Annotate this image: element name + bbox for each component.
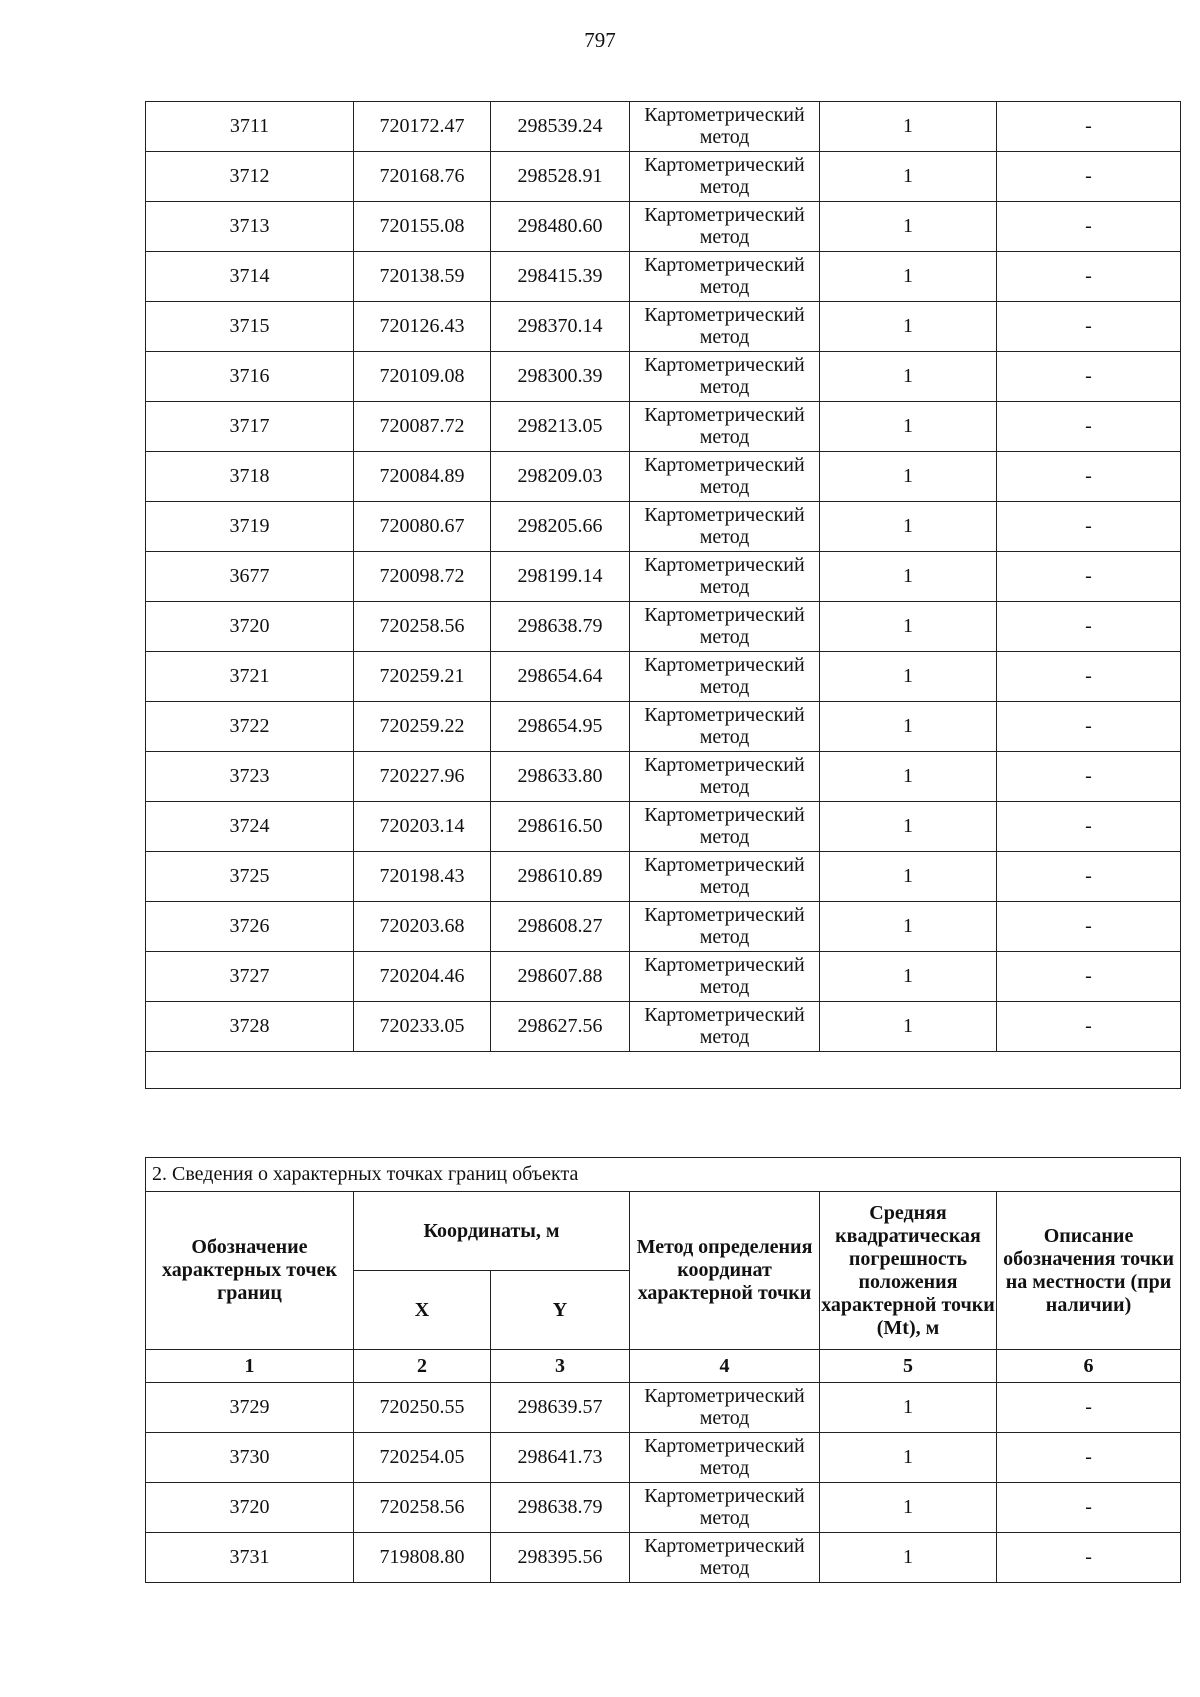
cell-x: 720203.68 bbox=[354, 902, 491, 952]
table-row bbox=[146, 702, 1181, 752]
cell-method bbox=[630, 652, 820, 702]
cell-description: - bbox=[997, 852, 1181, 902]
cell-mt: 1 bbox=[820, 802, 997, 852]
method-line-2: метод bbox=[699, 476, 750, 498]
table-row bbox=[146, 852, 1181, 902]
cell-point: 3720 bbox=[146, 602, 354, 652]
method-line-2: метод bbox=[699, 426, 750, 448]
table-row bbox=[146, 952, 1181, 1002]
cell-description: - bbox=[997, 302, 1181, 352]
cell-description: - bbox=[997, 1483, 1181, 1533]
cell-description: - bbox=[997, 1383, 1181, 1433]
cell-x: 720259.21 bbox=[354, 652, 491, 702]
table-row bbox=[146, 152, 1181, 202]
cell-x: 720254.05 bbox=[354, 1433, 491, 1483]
cell-mt: 1 bbox=[820, 352, 997, 402]
cell-description: - bbox=[997, 602, 1181, 652]
cell-x: 720098.72 bbox=[354, 552, 491, 602]
cell-mt: 1 bbox=[820, 102, 997, 152]
cell-y: 298616.50 bbox=[491, 802, 630, 852]
cell-point: 3719 bbox=[146, 502, 354, 552]
coordinates-table-body bbox=[146, 102, 1181, 1089]
table-row bbox=[146, 402, 1181, 452]
cell-y: 298608.27 bbox=[491, 902, 630, 952]
cell-description: - bbox=[997, 452, 1181, 502]
cell-method bbox=[630, 802, 820, 852]
cell-method bbox=[630, 852, 820, 902]
header-x: X bbox=[354, 1271, 491, 1350]
table-row bbox=[146, 202, 1181, 252]
cell-description: - bbox=[997, 202, 1181, 252]
cell-y: 298610.89 bbox=[491, 852, 630, 902]
cell-y: 298654.64 bbox=[491, 652, 630, 702]
cell-point: 3712 bbox=[146, 152, 354, 202]
method-line-1: Картометрический bbox=[644, 604, 805, 626]
cell-mt: 1 bbox=[820, 1433, 997, 1483]
cell-method bbox=[630, 702, 820, 752]
cell-y: 298199.14 bbox=[491, 552, 630, 602]
cell-description: - bbox=[997, 1533, 1181, 1583]
table-row bbox=[146, 1433, 1181, 1483]
method-line-1: Картометрический bbox=[644, 1535, 805, 1557]
cell-x: 720204.46 bbox=[354, 952, 491, 1002]
cell-point: 3720 bbox=[146, 1483, 354, 1533]
method-line-1: Картометрический bbox=[644, 254, 805, 276]
cell-method bbox=[630, 252, 820, 302]
cell-y: 298528.91 bbox=[491, 152, 630, 202]
method-line-2: метод bbox=[699, 126, 750, 148]
cell-y: 298395.56 bbox=[491, 1533, 630, 1583]
column-number: 3 bbox=[491, 1350, 630, 1383]
cell-y: 298209.03 bbox=[491, 452, 630, 502]
cell-method bbox=[630, 152, 820, 202]
cell-description: - bbox=[997, 902, 1181, 952]
cell-point: 3723 bbox=[146, 752, 354, 802]
method-line-1: Картометрический bbox=[644, 154, 805, 176]
page-number: 797 bbox=[584, 28, 616, 52]
cell-mt: 1 bbox=[820, 1002, 997, 1052]
method-line-2: метод bbox=[699, 276, 750, 298]
cell-point: 3725 bbox=[146, 852, 354, 902]
cell-mt: 1 bbox=[820, 752, 997, 802]
method-line-1: Картометрический bbox=[644, 1435, 805, 1457]
cell-method bbox=[630, 552, 820, 602]
table-row bbox=[146, 602, 1181, 652]
cell-x: 720227.96 bbox=[354, 752, 491, 802]
cell-x: 719808.80 bbox=[354, 1533, 491, 1583]
table-row bbox=[146, 902, 1181, 952]
cell-description: - bbox=[997, 652, 1181, 702]
cell-method bbox=[630, 202, 820, 252]
cell-point: 3711 bbox=[146, 102, 354, 152]
method-line-2: метод bbox=[699, 776, 750, 798]
cell-mt: 1 bbox=[820, 552, 997, 602]
empty-cell bbox=[146, 1052, 1181, 1089]
table-row bbox=[146, 302, 1181, 352]
cell-description: - bbox=[997, 952, 1181, 1002]
cell-point: 3718 bbox=[146, 452, 354, 502]
cell-point: 3729 bbox=[146, 1383, 354, 1433]
method-line-1: Картометрический bbox=[644, 404, 805, 426]
method-line-2: метод bbox=[699, 876, 750, 898]
column-number: 1 bbox=[146, 1350, 354, 1383]
cell-mt: 1 bbox=[820, 652, 997, 702]
cell-y: 298539.24 bbox=[491, 102, 630, 152]
cell-y: 298480.60 bbox=[491, 202, 630, 252]
method-line-2: метод bbox=[699, 1407, 750, 1429]
coordinates-table-continued bbox=[145, 101, 1181, 1089]
cell-x: 720138.59 bbox=[354, 252, 491, 302]
cell-x: 720258.56 bbox=[354, 1483, 491, 1533]
cell-method bbox=[630, 952, 820, 1002]
cell-y: 298300.39 bbox=[491, 352, 630, 402]
header-coordinates: Координаты, м bbox=[354, 1192, 630, 1271]
cell-mt: 1 bbox=[820, 252, 997, 302]
cell-mt: 1 bbox=[820, 1483, 997, 1533]
cell-mt: 1 bbox=[820, 452, 997, 502]
cell-y: 298638.79 bbox=[491, 602, 630, 652]
cell-method bbox=[630, 1002, 820, 1052]
cell-y: 298638.79 bbox=[491, 1483, 630, 1533]
cell-method bbox=[630, 1533, 820, 1583]
cell-description: - bbox=[997, 1002, 1181, 1052]
cell-y: 298415.39 bbox=[491, 252, 630, 302]
method-line-1: Картометрический bbox=[644, 654, 805, 676]
method-line-1: Картометрический bbox=[644, 504, 805, 526]
column-number: 4 bbox=[630, 1350, 820, 1383]
method-line-1: Картометрический bbox=[644, 704, 805, 726]
cell-x: 720126.43 bbox=[354, 302, 491, 352]
method-line-1: Картометрический bbox=[644, 104, 805, 126]
method-line-2: метод bbox=[699, 676, 750, 698]
cell-y: 298213.05 bbox=[491, 402, 630, 452]
method-line-2: метод bbox=[699, 926, 750, 948]
cell-method bbox=[630, 602, 820, 652]
cell-point: 3722 bbox=[146, 702, 354, 752]
cell-x: 720084.89 bbox=[354, 452, 491, 502]
method-line-1: Картометрический bbox=[644, 304, 805, 326]
cell-point: 3713 bbox=[146, 202, 354, 252]
cell-method bbox=[630, 752, 820, 802]
cell-x: 720172.47 bbox=[354, 102, 491, 152]
cell-x: 720087.72 bbox=[354, 402, 491, 452]
cell-mt: 1 bbox=[820, 402, 997, 452]
cell-description: - bbox=[997, 702, 1181, 752]
cell-method bbox=[630, 902, 820, 952]
method-line-2: метод bbox=[699, 576, 750, 598]
table-row bbox=[146, 452, 1181, 502]
cell-point: 3728 bbox=[146, 1002, 354, 1052]
cell-point: 3726 bbox=[146, 902, 354, 952]
cell-mt: 1 bbox=[820, 952, 997, 1002]
cell-mt: 1 bbox=[820, 702, 997, 752]
cell-x: 720259.22 bbox=[354, 702, 491, 752]
column-number: 5 bbox=[820, 1350, 997, 1383]
method-line-2: метод bbox=[699, 726, 750, 748]
cell-method bbox=[630, 502, 820, 552]
method-line-1: Картометрический bbox=[644, 1385, 805, 1407]
cell-x: 720258.56 bbox=[354, 602, 491, 652]
header-point: Обозначение характерных точек границ bbox=[146, 1192, 354, 1350]
cell-x: 720109.08 bbox=[354, 352, 491, 402]
cell-description: - bbox=[997, 552, 1181, 602]
method-line-2: метод bbox=[699, 976, 750, 998]
cell-description: - bbox=[997, 352, 1181, 402]
header-method: Метод определения координат характерной точки bbox=[630, 1192, 820, 1350]
method-line-1: Картометрический bbox=[644, 1004, 805, 1026]
cell-x: 720203.14 bbox=[354, 802, 491, 852]
method-line-1: Картометрический bbox=[644, 354, 805, 376]
cell-method bbox=[630, 352, 820, 402]
method-line-2: метод bbox=[699, 526, 750, 548]
method-line-1: Картометрический bbox=[644, 1485, 805, 1507]
method-line-1: Картометрический bbox=[644, 754, 805, 776]
cell-y: 298654.95 bbox=[491, 702, 630, 752]
cell-x: 720080.67 bbox=[354, 502, 491, 552]
cell-description: - bbox=[997, 802, 1181, 852]
table-row bbox=[146, 1483, 1181, 1533]
table-row bbox=[146, 1002, 1181, 1052]
method-line-2: метод bbox=[699, 1557, 750, 1579]
method-line-2: метод bbox=[699, 326, 750, 348]
table-title: 2. Сведения о характерных точках границ объекта bbox=[146, 1158, 1181, 1192]
method-line-2: метод bbox=[699, 226, 750, 248]
cell-y: 298627.56 bbox=[491, 1002, 630, 1052]
cell-x: 720233.05 bbox=[354, 1002, 491, 1052]
method-line-1: Картометрический bbox=[644, 904, 805, 926]
cell-description: - bbox=[997, 752, 1181, 802]
cell-description: - bbox=[997, 502, 1181, 552]
cell-description: - bbox=[997, 152, 1181, 202]
cell-method bbox=[630, 1433, 820, 1483]
cell-y: 298641.73 bbox=[491, 1433, 630, 1483]
cell-mt: 1 bbox=[820, 852, 997, 902]
cell-x: 720155.08 bbox=[354, 202, 491, 252]
column-number: 6 bbox=[997, 1350, 1181, 1383]
cell-description: - bbox=[997, 402, 1181, 452]
cell-method bbox=[630, 302, 820, 352]
cell-method bbox=[630, 452, 820, 502]
table-row bbox=[146, 1533, 1181, 1583]
cell-method bbox=[630, 1483, 820, 1533]
cell-point: 3717 bbox=[146, 402, 354, 452]
cell-description: - bbox=[997, 102, 1181, 152]
cell-mt: 1 bbox=[820, 602, 997, 652]
method-line-1: Картометрический bbox=[644, 554, 805, 576]
column-number: 2 bbox=[354, 1350, 491, 1383]
cell-y: 298633.80 bbox=[491, 752, 630, 802]
table-row bbox=[146, 352, 1181, 402]
cell-point: 3715 bbox=[146, 302, 354, 352]
table-row bbox=[146, 652, 1181, 702]
method-line-2: метод bbox=[699, 626, 750, 648]
cell-mt: 1 bbox=[820, 302, 997, 352]
method-line-1: Картометрический bbox=[644, 854, 805, 876]
cell-mt: 1 bbox=[820, 502, 997, 552]
table-row bbox=[146, 802, 1181, 852]
cell-y: 298205.66 bbox=[491, 502, 630, 552]
cell-method bbox=[630, 402, 820, 452]
cell-mt: 1 bbox=[820, 152, 997, 202]
cell-point: 3721 bbox=[146, 652, 354, 702]
table-row bbox=[146, 1383, 1181, 1433]
cell-point: 3716 bbox=[146, 352, 354, 402]
table-row bbox=[146, 502, 1181, 552]
cell-point: 3730 bbox=[146, 1433, 354, 1483]
cell-x: 720250.55 bbox=[354, 1383, 491, 1433]
cell-x: 720198.43 bbox=[354, 852, 491, 902]
cell-x: 720168.76 bbox=[354, 152, 491, 202]
method-line-2: метод bbox=[699, 826, 750, 848]
method-line-2: метод bbox=[699, 1457, 750, 1479]
cell-description: - bbox=[997, 252, 1181, 302]
table-row bbox=[146, 102, 1181, 152]
cell-point: 3724 bbox=[146, 802, 354, 852]
cell-point: 3731 bbox=[146, 1533, 354, 1583]
method-line-2: метод bbox=[699, 376, 750, 398]
cell-point: 3714 bbox=[146, 252, 354, 302]
method-line-1: Картометрический bbox=[644, 804, 805, 826]
method-line-1: Картометрический bbox=[644, 954, 805, 976]
header-description: Описание обозначения точки на местности (при наличии) bbox=[997, 1192, 1181, 1350]
table-row bbox=[146, 752, 1181, 802]
method-line-2: метод bbox=[699, 1026, 750, 1048]
boundary-points-table-body bbox=[146, 1383, 1181, 1583]
cell-y: 298370.14 bbox=[491, 302, 630, 352]
method-line-1: Картометрический bbox=[644, 454, 805, 476]
boundary-points-table bbox=[145, 1157, 1181, 1583]
cell-method bbox=[630, 102, 820, 152]
cell-method bbox=[630, 1383, 820, 1433]
cell-description: - bbox=[997, 1433, 1181, 1483]
cell-mt: 1 bbox=[820, 902, 997, 952]
cell-y: 298607.88 bbox=[491, 952, 630, 1002]
header-y: Y bbox=[491, 1271, 630, 1350]
method-line-2: метод bbox=[699, 1507, 750, 1529]
cell-y: 298639.57 bbox=[491, 1383, 630, 1433]
method-line-2: метод bbox=[699, 176, 750, 198]
empty-row bbox=[146, 1052, 1181, 1089]
cell-point: 3677 bbox=[146, 552, 354, 602]
method-line-1: Картометрический bbox=[644, 204, 805, 226]
cell-point: 3727 bbox=[146, 952, 354, 1002]
cell-mt: 1 bbox=[820, 1383, 997, 1433]
cell-mt: 1 bbox=[820, 1533, 997, 1583]
table-row bbox=[146, 552, 1181, 602]
table-row bbox=[146, 252, 1181, 302]
header-mt: Средняя квадратическая погрешность положения характерной точки (Mt), м bbox=[820, 1192, 997, 1350]
cell-mt: 1 bbox=[820, 202, 997, 252]
